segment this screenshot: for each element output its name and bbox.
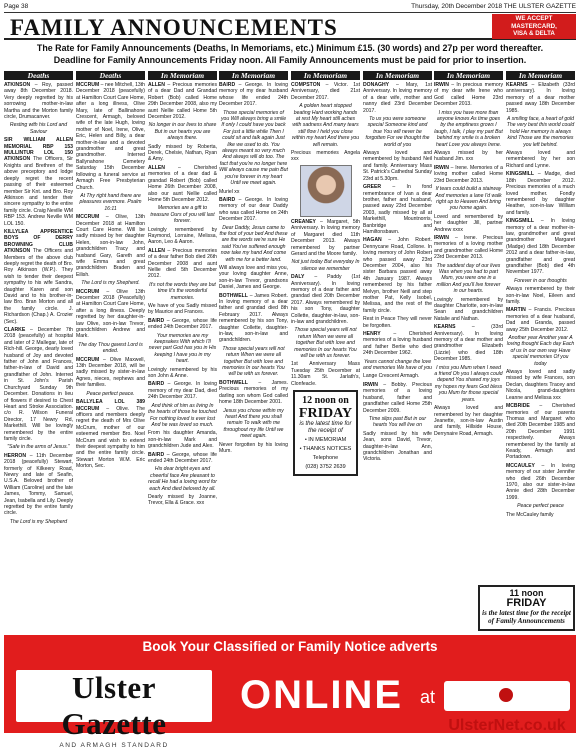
notice bbox=[363, 237, 432, 314]
notice-text: – Cherished memories of our parents Thomas and Margaret who died 20th December 1985 and 20th December 1991 respectively. Always remembered by the family at Keady, Armagh and Portadown. bbox=[506, 403, 576, 461]
verse: Jesus you chose within my heart And there you shall remain To walk with me throughout my life Until we meet again. bbox=[223, 407, 284, 440]
notice-name: BOTHWELL bbox=[219, 379, 248, 386]
notice-text: – (33rd Anniversary). In loving memory of a dear mother and grandmother Elizabeth (Lizzie) who died 18th December 1985. bbox=[434, 324, 504, 363]
notice bbox=[506, 403, 575, 461]
notice-name: ALLEN bbox=[148, 82, 165, 88]
notice-text: – Paddy (1st Anniversary). In loving memory of a dear father and grandad died 20th December 2017. Always remembered by his son Tony, daughter Collette, daughter-in-law, son-in-law and grandchildren. bbox=[291, 274, 360, 325]
notice-name: IRWIN bbox=[363, 381, 378, 388]
notice-text: – In fond remembrance of Ivan a dear brother, father and husband, passed away 23rd December 2003, sadly missed by all at Markethill, Mountnorris, Banbridge and Hamiltonsbawn. bbox=[363, 184, 432, 235]
notice-text: – James. Precious memories of my darling son whom God called home 18th December 2001. bbox=[219, 379, 289, 406]
notice bbox=[76, 289, 145, 340]
notice bbox=[219, 442, 288, 455]
notice-name: ALLEN bbox=[148, 164, 165, 171]
notice-text: Always missed by her husband Jim. xxx bbox=[434, 150, 503, 163]
globe-icon bbox=[499, 688, 513, 702]
logo-text: Ulster Gazette bbox=[61, 670, 167, 741]
notice-text: – Mary, 1st Anniversary. In loving memory of a dear wife, mother and nanny died 23rd December 2017. bbox=[363, 82, 432, 114]
notice-name: HENRY bbox=[363, 331, 381, 338]
notice-text: Lovingly remembered by his son John & Anne. bbox=[148, 366, 217, 380]
column-1 bbox=[4, 71, 73, 631]
notice-text: – In loving memory of our sister Jennifer who died 26th December 1970, also our sister-in-law Annie died 28th December 1999. bbox=[506, 462, 575, 501]
notice-text: – Olive 13th December 2018 (Peacefully) at Hamilton Court Care Home, after a long illness. Deeply regretted by her daughter-in-law Olive, son-in-law Trevor, grandchildren Andrew and Mark. bbox=[76, 288, 146, 340]
notice bbox=[434, 82, 503, 108]
notice-text: – In loving memory of a dear mother-in-law, grandmother and great grandmother Margaret (Madge) died 18th December 2012 and a dear father-in-law, grandfather and great grandfather (Bob) died 4th November 1977. bbox=[506, 218, 575, 276]
notice bbox=[434, 165, 503, 184]
notice-text: – Margaret, 5th Anniversary. In loving memory of Margaret died 11th December 2013. Always remembered by partner Gerard and the Moore family. bbox=[291, 218, 360, 257]
notice-name: ATKINSON bbox=[4, 82, 31, 88]
notice-text: – Irene. Memories of a loving mother called Home 23rd December 2013. bbox=[434, 164, 503, 184]
notice-name: KEARNS bbox=[506, 82, 528, 88]
column-heading: In Memoriam bbox=[506, 71, 575, 80]
notice bbox=[434, 150, 503, 163]
notice-name: KEARNS bbox=[434, 324, 456, 331]
badge-line-1: WE ACCEPT bbox=[515, 15, 553, 22]
deadline-box bbox=[478, 585, 575, 631]
notice bbox=[291, 361, 360, 387]
column-6 bbox=[363, 71, 432, 631]
notice-text: – 11th December 2018 (peacefully) Stewart, formerly of Kilkeery Road, Newry and late of Seafin, U.S.A. Beloved brother of William (Caroline) and the late James, Tommy, Samuel, Jean, Isabella and Lily. Deeply regretted by the entire family circle. bbox=[4, 452, 73, 517]
notice-name: BALLYLEA LOL 389 MCCRUM bbox=[76, 399, 145, 412]
notice-text: Always loved and remembered by husband Neil and family. Anniversary Mass St. Patrick's Cathedral Sunday 23rd at 5.30pm. bbox=[363, 150, 432, 182]
notice-text: From his daughter Amanda, son-in-law Mark and grandchildren Jude and Alex. bbox=[148, 430, 217, 450]
deadline-box-day: FRIDAY bbox=[506, 597, 547, 609]
notice-name: BAIRD bbox=[219, 82, 236, 88]
column-5 bbox=[291, 71, 360, 631]
notice-text: – Olive, 13th December 2018 at Hamilton Court Care Home. Will be sadly missed by her daughter Helen, son-in-law John, grandchildren Tracy and husband Gary, Gareth and wife Emma and great grandchildren Braden and Eilish. bbox=[76, 214, 145, 278]
notice-text: Precious memories Angela xxx bbox=[291, 150, 360, 163]
notice bbox=[148, 303, 217, 316]
notice-text: – Roy, passed away 8th December 2018. Very deeply regretted by his sorrowing mother-in-law Martha and the Morton family circle, Drumacanver. bbox=[4, 82, 73, 121]
notice bbox=[148, 318, 217, 331]
notice-name: IRWIN bbox=[434, 82, 449, 88]
notice-text: 1st Anniversary Mass Tuesday 25th December at 11.30am St. Jarlath's, Clonfeacle. bbox=[291, 361, 360, 387]
notice bbox=[506, 512, 575, 518]
verse: Peace perfect peace bbox=[517, 503, 564, 510]
noon-box-l1: 12 noon on bbox=[302, 395, 349, 407]
website-url: UlsterNet.co.uk bbox=[448, 717, 566, 734]
notice bbox=[363, 82, 432, 114]
notice-text: Sadly missed by his wife Jean, sons David, Trevor, daughter-in-law Ann, grandchildren Jonathan and Victoria. bbox=[363, 430, 432, 463]
column-7 bbox=[434, 71, 503, 631]
verse: Your memories are my keepsakes With which I'll never part God has you in His keeping I have you in my heart. bbox=[148, 332, 217, 365]
column-heading: In Memoriam bbox=[363, 71, 432, 80]
notice bbox=[363, 382, 432, 414]
noon-box-l4: • IN MEMORIAM bbox=[304, 437, 347, 444]
notice-text: – In precious memory of my dear wife Irene who God called Home 23rd December 2013. bbox=[434, 82, 503, 108]
notice-text: – George, whose life ended 24th December 2017. bbox=[148, 317, 217, 331]
verse: Years cannot change the love and memories We have of you bbox=[363, 358, 432, 372]
notice bbox=[363, 316, 432, 329]
notice bbox=[219, 197, 288, 223]
notice bbox=[291, 219, 360, 257]
notice bbox=[506, 150, 575, 169]
notice-text: – Bobby. Precious memories of a loving husband, father and grandfather called Home 25th December 2009. bbox=[363, 381, 432, 414]
verse: Not just today But everyday In silence we remember bbox=[291, 259, 360, 272]
notice-text: Always loved and remembered by her daughter Jeanette, son-in-law Austin and family, Hillside House, Derrynaire Road, Armagh. bbox=[434, 405, 503, 437]
notice bbox=[219, 380, 288, 406]
notice-name: IRWIN bbox=[434, 234, 449, 241]
notice-name: DONAGHY bbox=[363, 82, 390, 88]
deadline-box-text: is the latest time for the receipt of Family Announcements bbox=[482, 609, 571, 625]
column-heading: Deaths bbox=[4, 71, 73, 80]
verse: And think of him as living In the hearts of those he touched For nothing loved is ever lost And he was loved so much. bbox=[148, 402, 217, 428]
website-link[interactable] bbox=[444, 681, 570, 734]
verse: The Lord is my Shepherd. bbox=[81, 280, 140, 287]
notice bbox=[506, 171, 575, 216]
verse: A smiling face, a heart of gold The very best this world could hold Her memory is always kind Those are the memories you left behind. bbox=[506, 116, 575, 148]
notice-text: Sadly missed by Roberta, Derek, Chelsie, Nathan, Ryan & Amy. bbox=[148, 143, 217, 163]
notice-text: – Madge, died 18th December 2012. Precious memories of a much loved mother. Fondly remembered by daughter Heather, son-in-law William and family. bbox=[506, 171, 575, 216]
page-title: FAMILY ANNOUNCEMENTS bbox=[10, 15, 338, 40]
verse: I miss you have more than anyone knows As time goes by the emptiness grows I laugh, I talk, I play my part But behind my smile is a broken heart Love you always Irene. bbox=[434, 109, 503, 148]
notice bbox=[506, 463, 575, 501]
payment-badge bbox=[492, 14, 576, 39]
notice-name: MARTIN bbox=[506, 307, 526, 314]
notice-name: CREANEY bbox=[291, 218, 316, 225]
verse: To us you were someone special Someone kind and true You will never be forgotten For we thought the world of you bbox=[365, 116, 430, 148]
notice-name: IRWIN bbox=[434, 164, 449, 171]
notice-text: – George, whose life ended 24th December 2017. bbox=[148, 451, 217, 464]
notice-text: Always remembered by their son-in-law Noel, Eileen and family. bbox=[506, 286, 575, 305]
verse: Those special years will not return When we were all together But with love and memories In our hearts You will be with us forever. bbox=[222, 345, 285, 378]
dateline: Thursday, 20th December 2018 THE ULSTER GAZETTE bbox=[411, 3, 576, 10]
notice bbox=[219, 189, 288, 195]
notice-name: BAIRD bbox=[148, 381, 165, 388]
notice bbox=[76, 399, 145, 469]
notice-name: SIR WILLIAM ALLEN MEMORIAL RBP 153 MULLINTUR LOL 150 ATKINSON bbox=[4, 137, 73, 163]
column-heading: In Memoriam bbox=[148, 71, 217, 80]
notice bbox=[506, 369, 575, 401]
verse: Forever in our thoughts bbox=[514, 277, 567, 284]
notice-text: Always loved and remembered by her son Richard and Lynne. bbox=[506, 150, 575, 169]
column-heading: In Memoriam bbox=[434, 71, 503, 80]
notice-name: MCCRUM bbox=[76, 356, 100, 363]
deadline-box-time: 11 noon bbox=[509, 588, 544, 598]
notice bbox=[506, 307, 575, 333]
notice-text: Never forgotten by his loving Mum. bbox=[219, 441, 288, 454]
notice-text: – Cherished memories of a dear dad & grandad Robert (Bob) called Home 26th December 2008, also our aunt Nellie called Home 5th December 2012. bbox=[148, 164, 217, 203]
at-text: at bbox=[420, 687, 436, 707]
notice-text: – Precious memories of a dear father Bob died 26th December 2008 and aunt Nellie died 5th December 2012. bbox=[148, 247, 218, 280]
notice-text: – James Robert. In loving memory of a dear father and grandad died 8th February 2017. Always remembered by his son Tony, daughter Collette, daughter-in-law, son-in-law and grandchildren. bbox=[219, 292, 289, 344]
notice bbox=[506, 286, 575, 305]
noon-box-l2: FRIDAY bbox=[298, 406, 353, 422]
column-heading: Deaths bbox=[76, 71, 145, 80]
notice-name: HERRON bbox=[4, 452, 27, 459]
notice bbox=[4, 229, 73, 325]
notice bbox=[363, 373, 432, 379]
verse: Peace perfect peace. bbox=[86, 390, 135, 397]
notice bbox=[4, 82, 73, 120]
notice-text: Muriel xx bbox=[219, 188, 240, 195]
verse: The Lord is my Shepherd bbox=[9, 518, 68, 525]
notice bbox=[4, 137, 73, 227]
verse: Dear Daddy, Jesus came to the foot of your bed And these are the words we're sure He said You've suffered enough now take my hand And come with me for a better land. bbox=[219, 224, 288, 263]
rates-notice bbox=[4, 42, 576, 68]
notice-text: Dearly missed by Joanne, Trevor, Ella & Grace. xxx bbox=[148, 493, 217, 507]
notice bbox=[148, 144, 217, 163]
noon-box-l6: Telephone bbox=[312, 455, 339, 462]
column-2 bbox=[76, 71, 145, 631]
notice bbox=[76, 214, 145, 278]
notice bbox=[219, 82, 288, 108]
notice-name: GREER bbox=[363, 184, 382, 191]
badge-line-2: MASTERCARD, bbox=[511, 22, 557, 30]
notice bbox=[363, 150, 432, 182]
verse: Another year Another year A loving thought Each day Each of us In our own way Have special memories Of you today bbox=[506, 335, 575, 367]
notice bbox=[148, 248, 217, 280]
notice-text: We have of you Sadly missed by Maurice and Frances. bbox=[148, 303, 217, 316]
notice-text: – George. In loving memory of my dear husband whose life ended 24th December 2017. bbox=[219, 82, 288, 108]
notice-text: Lovingly remembered by Raymond, Lorraine, Melissa, Aaron, Leo & Aaron. bbox=[148, 226, 217, 246]
notice-name: DALY bbox=[291, 274, 305, 281]
verse: Resting with his Lord and Saviour bbox=[9, 122, 68, 135]
notice-name: MCCAULEY bbox=[506, 462, 535, 469]
badge-line-3: VISA & DELTA bbox=[513, 30, 555, 37]
notice-text: Lovingly remembered by daughter Charlotte, son-in-law Sean and grandchildren Natalie and Nathan. bbox=[434, 296, 503, 322]
notice bbox=[148, 227, 217, 246]
notice-text: – Elizabeth (33rd anniversary). In loving memory of a dear mother passed away 18th December 1985. bbox=[506, 82, 575, 114]
notice bbox=[363, 184, 432, 235]
notice bbox=[291, 82, 360, 101]
verse: If tears could build a stairway And memories a lane I'd walk right up to Heaven And bring you home again. bbox=[435, 186, 502, 212]
notice-name: HAGAN bbox=[363, 237, 382, 244]
notice bbox=[291, 150, 360, 163]
notice-name: MCCRUM bbox=[76, 82, 100, 88]
notice-text: – Irene. Precious memories of a loving mother and grandmother called Home 23rd December 2013. bbox=[434, 234, 503, 261]
notice bbox=[291, 274, 360, 325]
notice-text: – George. In loving memory of my dear Dad, died 24th December 2017. bbox=[148, 381, 217, 401]
notice-text: – Olive. The officers and members deeply regret the death of Mrs Olive McCrum, mother of our esteemed member Bro. Noel McCrum and wish to extend their deepest sympathy to him and the entire family circle. Stewart Morton W.M. Eric Morton, Sec. bbox=[76, 405, 145, 470]
page-dateline bbox=[4, 2, 576, 13]
notice-name: MCCRUM bbox=[76, 288, 100, 295]
notice bbox=[4, 453, 73, 517]
notice-name: KINGSMILL bbox=[506, 218, 535, 225]
notice-name: BAIRD bbox=[148, 451, 165, 458]
verse: At Thy right hand there are pleasures evermore. Psalm 16:11 bbox=[79, 192, 142, 212]
notice-text: The McCauley family bbox=[506, 511, 554, 518]
notice bbox=[148, 494, 217, 507]
notice-text: The Officers and Members of the above club deeply regret the death of Bro. Roy Atkinson (W.P.). They wish to tender their deepest sympathy to his wife Sandra, daughter Karen and son David and to his brother-in-law Bro. Bran Morton and all the family circle. J. Richardson (Chap.) A. Crozier (Sec). bbox=[4, 248, 74, 325]
notice bbox=[148, 452, 217, 465]
notice bbox=[434, 297, 503, 323]
noon-deadline-box bbox=[293, 390, 358, 476]
noon-box-l5: • THANKS NOTICES bbox=[299, 446, 352, 453]
verse: It's not the words they are but time It's the wonderful memories. bbox=[149, 281, 216, 301]
column-3 bbox=[148, 71, 217, 631]
notice-text: Lange Crescent Armagh. bbox=[363, 373, 420, 380]
verse: Those special years will not return When we were all together But with love and memories In our hearts You will be with us forever. bbox=[294, 327, 357, 359]
notice-text: – Victor. 1st Anniversary, died 21st December 2017. bbox=[291, 82, 360, 101]
column-heading: In Memoriam bbox=[291, 71, 360, 80]
banner bbox=[4, 14, 576, 40]
notice-text: Loved and remembered by her daughter Jill, partner Andrew xxxx bbox=[434, 213, 503, 233]
deadline-line: Deadline for Family Announcements Friday noon. All Family Announcements must be paid for prior to insertion. bbox=[53, 55, 527, 65]
notice-name: ALLEN bbox=[148, 247, 165, 254]
verse: Memories are a gift to treasure Ours of you will last forever. bbox=[150, 205, 215, 225]
notice bbox=[148, 381, 217, 400]
notice-text: – Precious memories of a dear Dad and Grandad Robert (Bob) called Home 29th December 2008, also my aunt Nellie called Home 5th December 2012. bbox=[148, 82, 218, 121]
notice-name: CLARKE bbox=[4, 327, 26, 334]
notice bbox=[363, 331, 432, 357]
notice-text: – Olive Maxwell, 13th December 2018, will be sadly missed by sister-in-law Agnes, nieces, nephews and their families. bbox=[76, 356, 145, 389]
notice-name: BAIRD bbox=[148, 317, 165, 324]
rates-line: The Rate for Family Announcements (Deaths, In Memoriams, etc.) Minimum £15. (30 words) and 27p per word thereafter. bbox=[36, 43, 544, 53]
notice bbox=[219, 293, 288, 344]
notice bbox=[76, 82, 145, 191]
notice bbox=[434, 405, 503, 437]
notice-name: BOTHWELL bbox=[219, 292, 248, 299]
notice-name: MCCRUM bbox=[76, 214, 100, 221]
newspaper-logo[interactable] bbox=[16, 670, 212, 749]
notice bbox=[4, 327, 73, 442]
verse: His dear bright eyes and cheerful face Are pleasant to recall He had a loving word for each And died beloved by all. bbox=[148, 466, 217, 492]
notice-text: – John Robert. Dennycane Road, Collone. In loving memory of John Robert who passed away 23rd December 2004, also his sister Barbara passed away 4th January 1987. Always remembered by his father Melvyn, brother Neill and step mother Pat, Kelly Isobel, Melissa, and the rest of the family circle. bbox=[363, 237, 432, 314]
notice bbox=[506, 218, 575, 276]
notice-text: Rest in Peace They will never be forgotten. bbox=[363, 316, 432, 329]
online-text: ONLINE bbox=[240, 673, 404, 717]
notice bbox=[434, 214, 503, 233]
footer-ad bbox=[4, 635, 576, 749]
notice-text: Will always love and miss you, your loving daughter Anne, son-in-law Trevor, grandsons Daniel, James and George. bbox=[219, 264, 288, 291]
notice-name: KILLYLEA APPRENTICE BOYS OF DERRY BROWNING CLUB ATKINSON bbox=[4, 228, 73, 255]
logo-subtitle: AND ARMAGH STANDARD bbox=[59, 742, 169, 749]
notice-name: BAIRD bbox=[219, 196, 236, 203]
verse: "Safe in the arms of Jesus." bbox=[7, 444, 70, 451]
notice-text: The Officers, Sir Knights and Brethren of the above preceptory and lodge deeply regret the recent passing of their esteemed member Sir Knt. and Bro. Roy Atkinson and tender their sincere sympathy to the entire family circle. Craig Neville WM RBP 153. Andrew Neville WM LOL 150. bbox=[4, 156, 73, 227]
notice bbox=[148, 165, 217, 203]
page-number: Page 38 bbox=[4, 3, 29, 10]
notice bbox=[434, 235, 503, 261]
footer-cta: Book Your Classified or Family Notice adverts bbox=[142, 639, 438, 654]
column-4 bbox=[219, 71, 288, 631]
notice-name: KINGSMILL bbox=[506, 171, 535, 178]
notice-text: Always loved and sadly missed by wife Frances, son Declan, daughters Tracey and Nicola, grand-daughters Leanne and Melissa xxx bbox=[506, 369, 575, 401]
column-heading: In Memoriam bbox=[219, 71, 288, 80]
notice bbox=[148, 82, 217, 120]
notice-name: MCBRIDE bbox=[506, 403, 530, 410]
notice bbox=[76, 357, 145, 389]
notice-text: – Francis. Precious memories of a dear husband, Dad and Granda, passed away 25th December 2012. bbox=[506, 307, 575, 333]
verse: The day Thou gavest Lord is ended. bbox=[78, 341, 143, 355]
portrait-photo bbox=[300, 165, 352, 217]
notice-name: COMPSTON bbox=[291, 82, 321, 88]
notice bbox=[363, 431, 432, 463]
verse: The saddest day of our lives Was when you had to part Mum, you were one in a million And you'll live forever in our hearts. bbox=[436, 262, 501, 295]
verse: No longer in our lives to share But in our hearts you are always there. bbox=[148, 122, 217, 142]
notice bbox=[148, 367, 217, 380]
verse: Those special memories of you Will always bring a smile If only I could have you back For just a little while Then I could sit and talk again Just like we used to do. You always meant so very much And always will do too. The fact that you're no longer here Will always cause me pain But you're forever in my heart Until we meet again. bbox=[219, 109, 288, 187]
verse: Time slips past But in our hearts You will live on bbox=[368, 415, 427, 429]
verse: I miss you Mum when I need a friend Oh you I always could depend You shared my joys my hopes my fears God bless you Mum for those special years. bbox=[434, 364, 503, 403]
noon-box-phone: (028) 3752 2639 bbox=[305, 464, 346, 471]
verse: A golden heart stopped beating Hard working hands at rest My heart still aches with sadness And many tears still flow I held you close within my heart And there you will remain. bbox=[291, 103, 360, 148]
notice-text: – Cherished memories of a loving husband and father Bertie who died 24th December 1962. bbox=[363, 331, 433, 357]
notice-text: – George. In loving memory of our dear Daddy who was called Home on 24th December 2017. bbox=[219, 196, 288, 223]
notice bbox=[219, 265, 288, 291]
notice bbox=[506, 82, 575, 114]
notice-text: – nee Mitchell, 13th December 2018 (peacefully) at Hamilton Court Care Home, after a long illness, Olive Mary, late of Ballinahone Crescent, Armagh, beloved wife of the late Hugh, loving mother of Noel, Irene, Olive, Eric, Helen and Billy, a dear mother-in-law and a devoted grandmother and great grandmother. Interred Ballynahone Cemetery Saturday 15th December following a funeral service at Armagh Free Presbyterian Church. bbox=[76, 82, 145, 191]
noon-box-l3: is the latest time for the receipt of bbox=[299, 421, 352, 435]
notice bbox=[434, 324, 503, 362]
notice-text: – December 7th 2018 (peacefully) at hospital and later of 2 Mallegar, late of Rich-hill. George, dearly loved husband of Joy and devoted father of John and Frances, father-in-law of David and grandfather of John. Interred in St. John's Parish Churchyard Sunday 9th December. Donations in lieu of flowers if desired to Chest Heart and Stroke Association. c/o R. Wilson Funeral Director, 17 Newry Rd, Markethill. Will be lovingly remembered by the entire family circle. bbox=[4, 327, 73, 442]
column-8 bbox=[506, 71, 575, 581]
notice bbox=[148, 430, 217, 449]
